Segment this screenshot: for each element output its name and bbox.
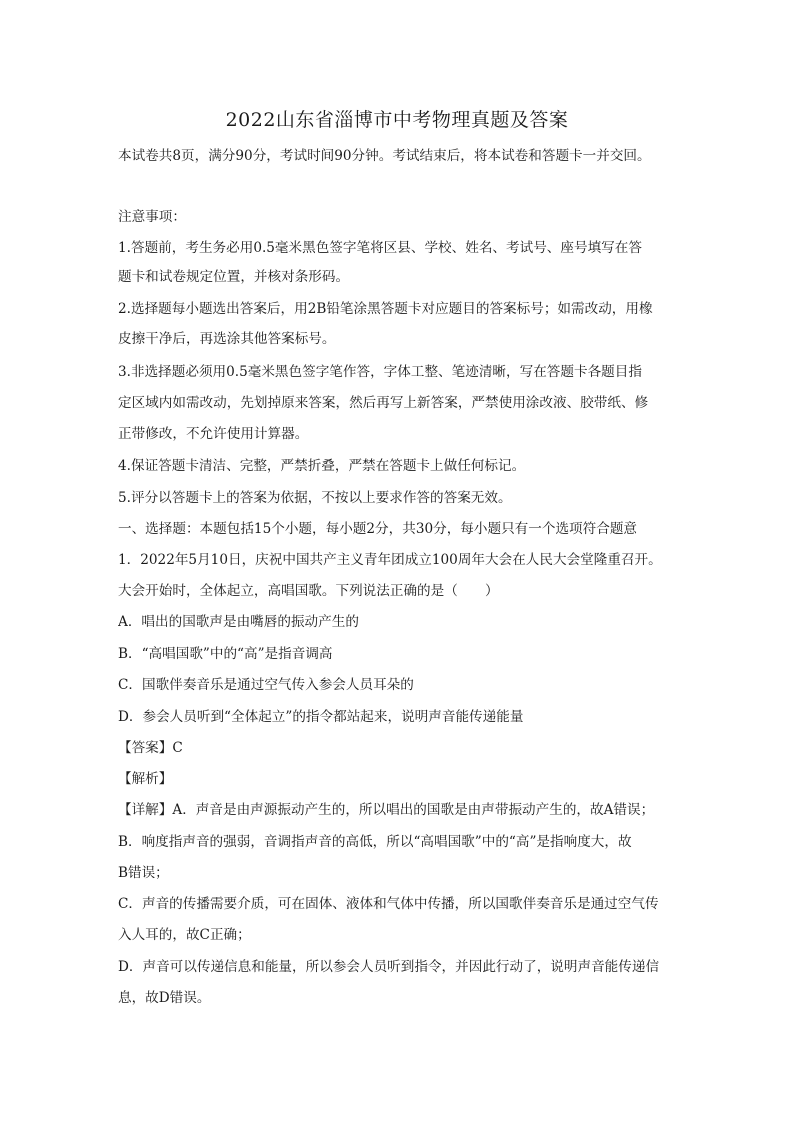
option-b: B．“高唱国歌”中的“高”是指音调高 — [118, 646, 333, 662]
notice-line: 定区域内如需改动，先划掉原来答案，然后再写上新答案，严禁使用涂改液、胶带纸、修 — [118, 395, 649, 411]
question-text: 大会开始时，全体起立，高唱国歌。下列说法正确的是（ ） — [118, 583, 499, 599]
notice-line: 正带修改，不允许使用计算器。 — [118, 426, 309, 442]
notice-line: 4.保证答题卡清洁、完整，严禁折叠，严禁在答题卡上做任何标记。 — [118, 458, 526, 474]
answer-line: 【答案】C — [118, 740, 183, 756]
analysis-heading: 【解析】 — [118, 771, 173, 787]
option-a: A．唱出的国歌声是由嘴唇的振动产生的 — [118, 614, 359, 630]
section-heading: 一、选择题：本题包括15个小题，每小题2分，共30分，每小题只有一个选项符合题意 — [118, 521, 638, 537]
page-title: 2022山东省淄博市中考物理真题及答案 — [225, 109, 569, 131]
notice-heading: 注意事项： — [118, 209, 186, 225]
notice-line: 2.选择题每小题选出答案后，用2B铅笔涂黑答题卡对应题目的答案标号；如需改动，用橡 — [118, 301, 653, 317]
notice-line: 题卡和试卷规定位置，并核对条形码。 — [118, 269, 350, 285]
analysis-line: C．声音的传播需要介质，可在固体、液体和气体中传播，所以国歌伴奏音乐是通过空气传 — [118, 896, 659, 912]
intro-text: 本试卷共8页，满分90分，考试时间90分钟。考试结束后，将本试卷和答题卡一并交回。 — [118, 148, 651, 164]
option-d: D．参会人员听到“全体起立”的指令都站起来，说明声音能传递能量 — [118, 709, 524, 725]
analysis-line: B．响度指声音的强弱，音调指声音的高低，所以“高唱国歌”中的“高”是指响度大，故 — [118, 834, 632, 850]
analysis-line: B错误； — [118, 865, 169, 881]
analysis-line: D．声音可以传递信息和能量，所以参会人员听到指令，并因此行动了，说明声音能传递信 — [118, 959, 660, 975]
analysis-line: 息，故D错误。 — [118, 990, 211, 1006]
notice-line: 3.非选择题必须用0.5毫米黑色签字笔作答，字体工整、笔迹清晰，写在答题卡各题目指 — [118, 364, 642, 380]
notice-line: 1.答题前，考生务必用0.5毫米黑色签字笔将区县、学校、姓名、考试号、座号填写在答 — [118, 240, 642, 256]
notice-line: 皮擦干净后，再选涂其他答案标号。 — [118, 331, 336, 347]
notice-line: 5.评分以答题卡上的答案为依据，不按以上要求作答的答案无效。 — [118, 490, 512, 506]
analysis-line: 入人耳的，故C正确； — [118, 927, 251, 943]
analysis-line: 【详解】A．声音是由声源振动产生的，所以唱出的国歌是由声带振动产生的，故A错误； — [118, 802, 655, 818]
question-text: 1．2022年5月10日，庆祝中国共产主义青年团成立100周年大会在人民大会堂隆重召开。 — [118, 552, 662, 568]
option-c: C．国歌伴奏音乐是通过空气传入参会人员耳朵的 — [118, 677, 414, 693]
